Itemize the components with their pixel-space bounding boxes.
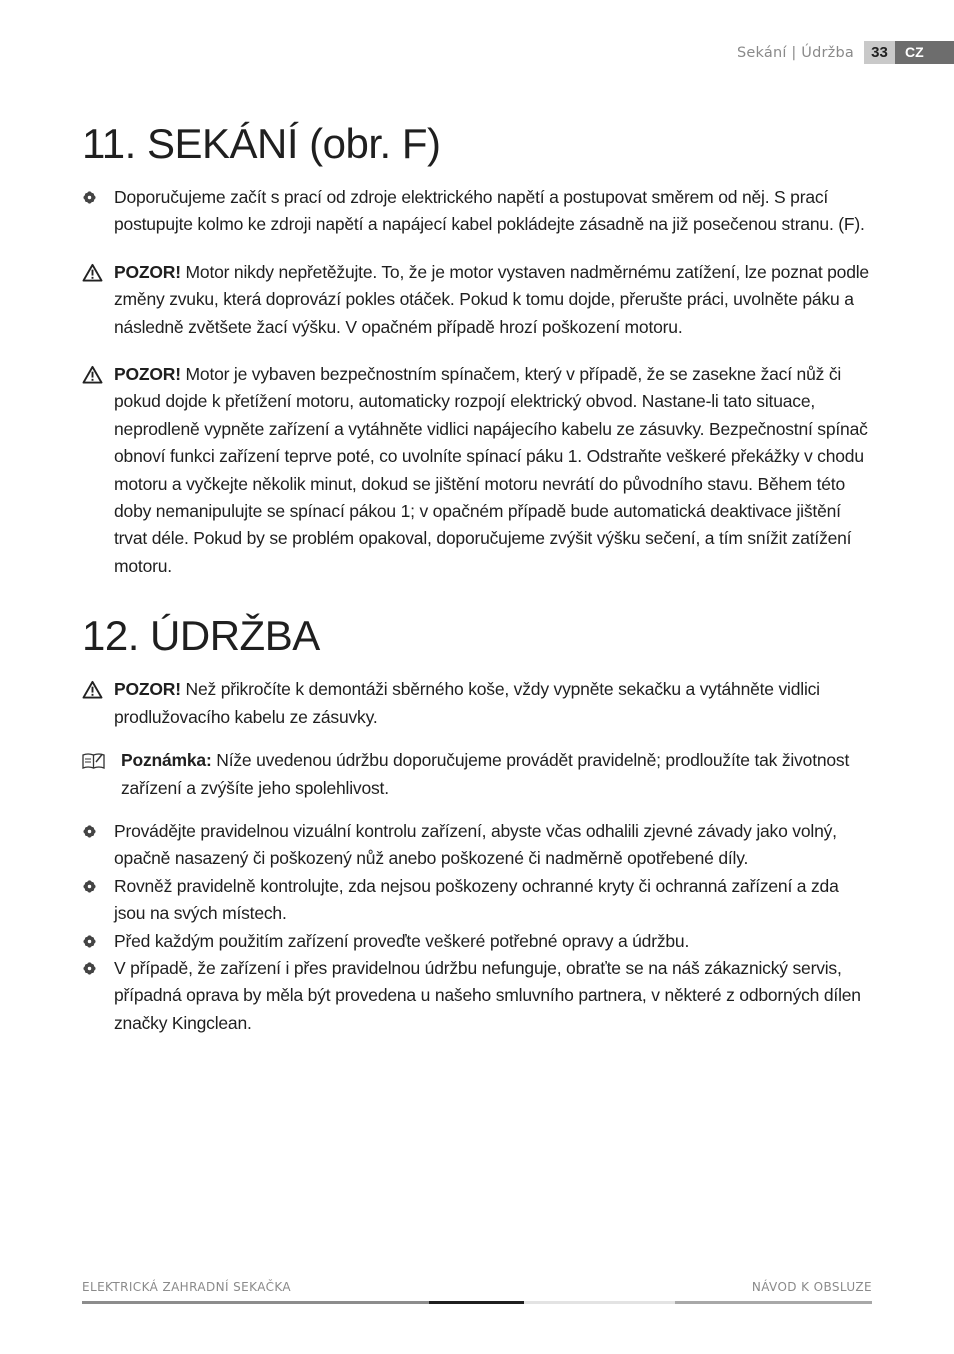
section-11-title: 11. SEKÁNÍ (obr. F)	[82, 120, 441, 167]
warning-text: Motor je vybaven bezpečnostním spínačem, který v případě, že se zasekne žací nůž či pokud dojde k přetížení motoru, automaticky rozpojí elektrický obvod. Nastane-li tato situace, neprodleně vypněte zařízení a vytáhněte vidlici napájecího kabelu ze zásuvky. Bezpečnostní spínač obnoví funkci zařízení teprve poté, co uvolníte spínací páku 1. Odstraňte veškeré překážky v chodu motoru a vyčkejte několik minut, dokud se jištění motoru nevrátí do původního stavu. Během této doby nemanipulujte se spínací pákou 1; v opačném případě bude automatická deaktivace jištění trvat déle. Pokud by se problém opakoval, doporučujeme zvýšit výšku sečení, a tím snížit zatížení motoru.	[114, 364, 868, 576]
footer-bar-segment	[82, 1301, 429, 1304]
header-section-title: Sekání | Údržba	[737, 44, 854, 61]
warning-paragraph	[82, 259, 874, 341]
warning-text: Než přikročíte k demontáži sběrného koše, vždy vypněte sekačku a vytáhněte vidlici prodlužovacího kabelu ze zásuvky.	[114, 679, 820, 727]
warning-text: Motor nikdy nepřetěžujte. To, že je motor vystaven nadměrnému zatížení, lze poznat podle změny zvuku, která doprovází pokles otáček. Pokud k tomu dojde, přerušte práci, uvolněte páku a následně zvětšete žací výšku. V opačném případě hrozí poškození motoru.	[114, 261, 869, 337]
list-item	[82, 818, 874, 873]
bullet-text: Rovněž pravidelně kontrolujte, zda nejsou poškozeny ochranné kryty či ochranná zařízení a zda jsou na svých místech.	[114, 875, 839, 924]
footer-bar-segment	[524, 1301, 675, 1304]
warning-label: POZOR!	[114, 261, 181, 282]
note-label: Poznámka:	[121, 750, 212, 771]
flower-bullet-icon	[83, 928, 107, 955]
footer-manual-label: NÁVOD K OBSLUZE	[751, 1280, 872, 1294]
flower-bullet-icon	[83, 873, 107, 900]
flower-bullet-icon	[83, 184, 107, 211]
list-item	[82, 928, 874, 955]
footer-bar-segment	[675, 1301, 872, 1304]
bullet-text: V případě, že zařízení i přes pravidelnou údržbu nefunguje, obraťte se na náš zákaznický servis, případná oprava by měla být provedena u našeho smluvního partnera, v některé z odborných dílen značky Kingclean.	[114, 957, 861, 1033]
warning-triangle-icon	[82, 361, 106, 388]
flower-bullet-icon	[83, 818, 107, 845]
warning-triangle-icon	[82, 676, 106, 703]
warning-triangle-icon	[82, 259, 106, 286]
page-content	[82, 116, 874, 1037]
note-paragraph	[82, 747, 874, 802]
bullet-text: Před každým použitím zařízení proveďte veškeré potřebné opravy a údržbu.	[114, 930, 690, 951]
footer-bar-segment	[429, 1301, 524, 1304]
list-item	[82, 955, 874, 1037]
list-item	[82, 873, 874, 928]
warning-label: POZOR!	[114, 364, 181, 385]
header-page-number: 33	[864, 41, 895, 64]
note-book-icon	[82, 747, 106, 774]
header-language-badge: CZ	[895, 41, 954, 64]
flower-bullet-icon	[83, 955, 107, 982]
bullet-text: Doporučujeme začít s prací od zdroje elektrického napětí a postupovat směrem od něj. S prací postupujte kolmo ke zdroji napětí a napájecí kabel pokládejte zásadně na již posečenou stranu. (F).	[114, 187, 865, 235]
warning-paragraph	[82, 676, 874, 731]
footer-product-name: ELEKTRICKÁ ZAHRADNÍ SEKAČKA	[82, 1280, 292, 1294]
maintenance-bullet-list	[82, 818, 874, 1037]
note-text: Níže uvedenou údržbu doporučujeme provádět pravidelně; prodloužíte tak životnost zařízení a zvýšíte jeho spolehlivost.	[121, 750, 850, 798]
warning-paragraph	[82, 361, 874, 580]
section-12-title: 12. ÚDRŽBA	[82, 612, 320, 660]
warning-label: POZOR!	[114, 679, 181, 700]
section-11-bullet	[82, 184, 874, 239]
page-header	[737, 41, 954, 64]
bullet-text: Provádějte pravidelnou vizuální kontrolu zařízení, abyste včas odhalili zjevné závady jako volný, opačně nasazený či poškozený nůž anebo poškozené či nadměrně opotřebené díly.	[114, 820, 837, 869]
